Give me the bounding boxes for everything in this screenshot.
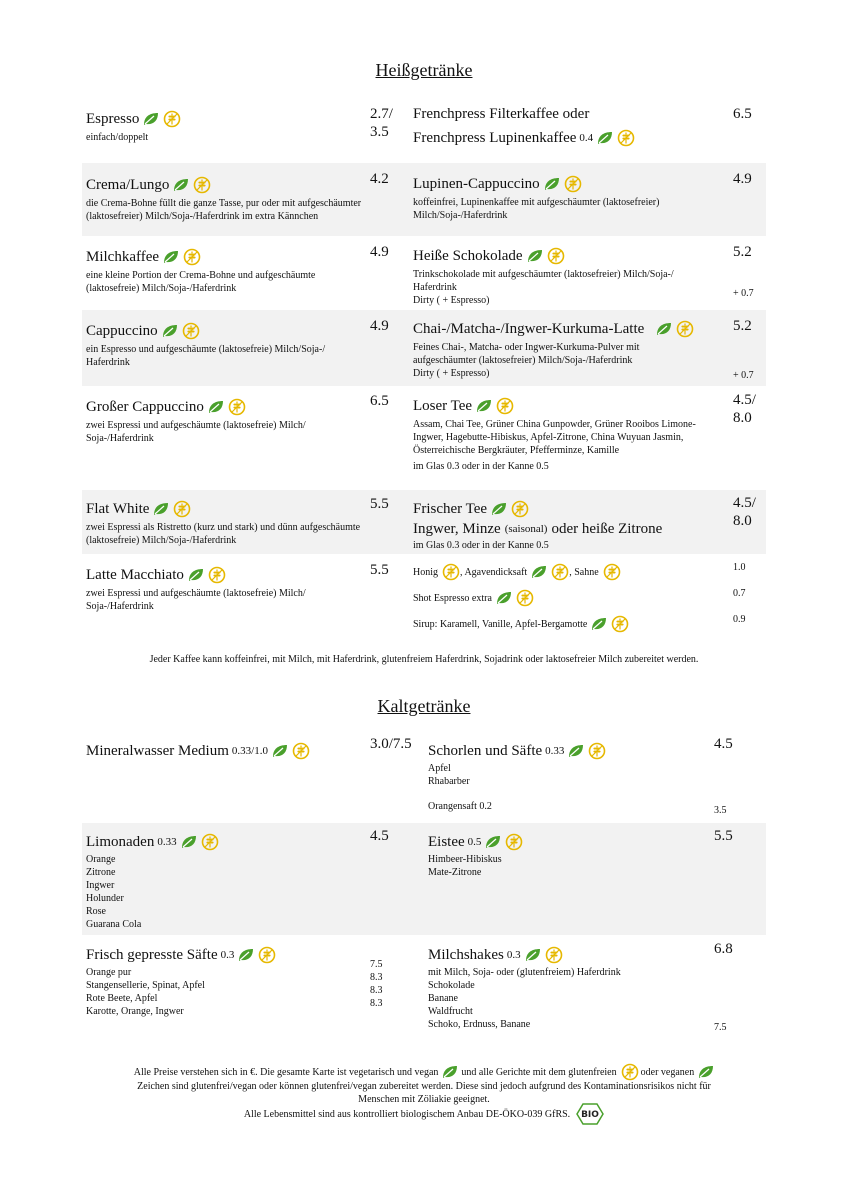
gluten-free-icon — [201, 833, 219, 851]
gluten-free-icon — [603, 563, 621, 581]
item-name: Cappuccino — [86, 323, 158, 339]
vegan-leaf-icon — [173, 178, 189, 192]
gluten-free-icon — [258, 946, 276, 964]
gluten-free-icon — [564, 175, 582, 193]
item-variant: Rose — [86, 906, 106, 917]
item-desc: Assam, Chai Tee, Grüner China Gunpowder, Grüner Rooibos Limone-Ingwer, Hagebutte-Hibiskus, Apfel-Zitrone, China Wuyuan Jasmin, Österreichische Bergkräuter, Pfefferminze, Kamille — [413, 419, 696, 456]
season-note: (saisonal) — [504, 523, 548, 535]
item-price: 4.5 — [370, 828, 389, 844]
item-desc: die Crema-Bohne füllt die ganze Tasse, pur oder mit aufgeschäumter (laktosefreier) Milch/Soja-/Haferdrink im extra Kännchen — [86, 198, 362, 222]
item-price: 4.9 — [370, 318, 389, 334]
vegan-leaf-icon — [485, 835, 501, 849]
item-price: 5.5 — [370, 496, 389, 512]
footer-line-2: Zeichen sind glutenfrei/vegan oder können glutenfrei/vegan zubereitet werden. Diese sind jedoch aufgrund des Kontaminationsrisikos nicht für — [137, 1081, 711, 1092]
item-variant: Orange — [86, 854, 116, 865]
item-size: 0.3 — [506, 949, 521, 961]
vegan-leaf-icon — [525, 948, 541, 962]
item-variant: Orange pur — [86, 967, 132, 978]
item-desc: eine kleine Portion der Crema-Bohne und aufgeschäumte (laktosefreie) Milch/Soja-/Haferdrink — [86, 270, 316, 294]
item-variant: Ingwer — [86, 880, 115, 891]
item-variant: Rote Beete, Apfel — [86, 993, 158, 1004]
item-desc: zwei Espressi und aufgeschäumte (laktosefreie) Milch/ Soja-/Haferdrink — [86, 588, 306, 612]
item-price: 2.7/ 3.5 — [370, 106, 393, 140]
item-name: Frischer Tee — [413, 501, 488, 517]
footer-line-4 — [0, 1103, 848, 1125]
extras-list — [413, 563, 713, 633]
vegan-leaf-icon — [568, 744, 584, 758]
item-price: 5.2 — [733, 318, 752, 334]
vegan-leaf-icon — [656, 322, 672, 336]
item-name: Frenchpress Filterkaffee oder — [413, 106, 590, 122]
item-price: 4.5/ 8.0 — [733, 495, 756, 529]
footer-line-1 — [0, 1063, 848, 1081]
item-size: 0.33 — [545, 745, 565, 757]
gluten-free-icon — [182, 322, 200, 340]
gluten-free-icon — [193, 176, 211, 194]
vegan-leaf-icon — [476, 399, 492, 413]
item-variant: Apfel — [428, 763, 451, 774]
gluten-free-icon — [496, 397, 514, 415]
menu-item-heisse-schokolade — [413, 247, 718, 307]
item-desc: ein Espresso und aufgeschäumte (laktosefreie) Milch/Soja-/ Haferdrink — [86, 344, 326, 368]
vegan-leaf-icon — [496, 591, 512, 605]
item-variant: Karotte, Orange, Ingwer — [86, 1006, 184, 1017]
item-desc: einfach/doppelt — [86, 132, 149, 143]
item-name: Frisch gepresste Säfte — [86, 947, 218, 963]
vegan-leaf-icon — [163, 250, 179, 264]
vegan-leaf-icon — [491, 502, 507, 516]
gluten-free-icon — [547, 247, 565, 265]
gluten-free-icon — [292, 742, 310, 760]
vegan-leaf-icon — [442, 1065, 458, 1079]
item-variant: mit Milch, Soja- oder (glutenfreiem) Haferdrink — [428, 967, 621, 978]
item-extra-price: 7.5 — [714, 1022, 727, 1033]
item-name: Lupinen-Cappuccino — [413, 176, 540, 192]
gluten-free-icon — [621, 1063, 639, 1081]
hot-drinks-title: Heißgetränke — [375, 60, 473, 80]
vegan-leaf-icon — [597, 131, 613, 145]
gluten-free-icon — [442, 563, 460, 581]
menu-item-grosser-cappuccino — [86, 398, 351, 445]
vegan-leaf-icon — [544, 177, 560, 191]
menu-item-frenchpress — [413, 105, 713, 147]
item-name: Milchshakes — [428, 947, 504, 963]
extra-agave: , Agavendicksaft — [460, 566, 528, 578]
item-price: 6.8 — [714, 941, 733, 957]
item-variant: Guarana Cola — [86, 919, 142, 930]
vegan-leaf-icon — [531, 565, 547, 579]
footer-text: und alle Gerichte mit dem glutenfreien — [461, 1066, 617, 1078]
bio-seal-icon — [576, 1103, 604, 1125]
item-name: Heiße Schokolade — [413, 248, 523, 264]
gluten-free-icon — [505, 833, 523, 851]
item-variant: Himbeer-Hibiskus — [428, 854, 502, 865]
gluten-free-icon — [676, 320, 694, 338]
menu-item-eistee — [428, 833, 708, 879]
item-price: 8.3 — [370, 985, 383, 996]
item-name: Schorlen und Säfte — [428, 743, 543, 759]
menu-item-loser-tee — [413, 397, 713, 473]
vegan-leaf-icon — [527, 249, 543, 263]
item-name: Eistee — [428, 834, 465, 850]
vegan-leaf-icon — [238, 948, 254, 962]
vegan-leaf-icon — [208, 400, 224, 414]
item-name: Großer Cappuccino — [86, 399, 204, 415]
footer-line-3: Menschen mit Zöliakie geeignet. — [358, 1094, 490, 1105]
footer-text: Alle Lebensmittel sind aus kontrolliert biologischem Anbau DE-ÖKO-039 GfRS. — [243, 1108, 571, 1120]
menu-item-lupinen-cappuccino — [413, 175, 713, 222]
item-desc: Trinkschokolade mit aufgeschäumter (laktosefreier) Milch/Soja-/ Haferdrink — [413, 269, 674, 293]
vegan-leaf-icon — [272, 744, 288, 758]
extra-price: 1.0 — [733, 562, 746, 573]
menu-item-latte-macchiato — [86, 566, 351, 613]
item-size: 0.5 — [467, 836, 482, 848]
item-variant: Zitrone — [86, 867, 116, 878]
vegan-leaf-icon — [162, 324, 178, 338]
item-price: 4.5/ 8.0 — [733, 392, 756, 426]
menu-item-schorlen — [428, 742, 708, 813]
item-name: Loser Tee — [413, 398, 473, 414]
item-price: 7.5 — [370, 959, 383, 970]
item-size: 0.4 — [579, 132, 594, 144]
gluten-free-icon — [208, 566, 226, 584]
vegan-leaf-icon — [143, 112, 159, 126]
item-variant: Waldfrucht — [428, 1006, 473, 1017]
item-price: 4.9 — [370, 244, 389, 260]
item-price: 5.5 — [370, 562, 389, 578]
gluten-free-icon — [551, 563, 569, 581]
menu-item-espresso — [86, 110, 371, 144]
item-price: 6.5 — [370, 393, 389, 409]
extra-price: 0.9 — [733, 614, 746, 625]
item-price: 5.5 — [714, 828, 733, 844]
item-extra-price: + 0.7 — [733, 288, 754, 299]
extra-honig: Honig — [413, 566, 438, 578]
item-name-line2b: oder heiße Zitrone — [551, 521, 663, 537]
menu-item-chai-latte — [413, 320, 723, 380]
coffee-note: Jeder Kaffee kann koffeinfrei, mit Milch, mit Haferdrink, glutenfreiem Haferdrink, Sojadrink oder laktosefreier Milch zubereitet werden. — [149, 654, 699, 665]
item-variant: Stangensellerie, Spinat, Apfel — [86, 980, 205, 991]
item-extra-price: 3.5 — [714, 805, 727, 816]
menu-item-cappuccino — [86, 322, 371, 369]
item-price: 6.5 — [733, 106, 752, 122]
menu-item-crema — [86, 176, 371, 223]
item-variant: Schokolade — [428, 980, 475, 991]
cold-drinks-title: Kaltgetränke — [377, 696, 471, 716]
item-price: 8.3 — [370, 998, 383, 1009]
item-name: Milchkaffee — [86, 249, 160, 265]
bio-seal-text: BIO — [581, 1110, 600, 1120]
item-extra: Orangensaft 0.2 — [428, 801, 492, 812]
item-name: Flat White — [86, 501, 150, 517]
item-name: Mineralwasser Medium — [86, 743, 229, 759]
item-name: Frenchpress Lupinenkaffee — [413, 130, 577, 146]
item-variant: Mate-Zitrone — [428, 867, 482, 878]
vegan-leaf-icon — [181, 835, 197, 849]
extra-price: 0.7 — [733, 588, 746, 599]
menu-item-milchshakes — [428, 946, 708, 1031]
item-price: 8.3 — [370, 972, 383, 983]
item-variant: Rhabarber — [428, 776, 470, 787]
item-extra: im Glas 0.3 oder in der Kanne 0.5 — [413, 461, 549, 472]
item-price: 5.2 — [733, 244, 752, 260]
vegan-leaf-icon — [591, 617, 607, 631]
extra-sirup: Sirup: Karamell, Vanille, Apfel-Bergamotte — [413, 618, 588, 630]
menu-item-frisch-saefte — [86, 946, 386, 1018]
item-desc: Feines Chai-, Matcha- oder Ingwer-Kurkuma-Pulver mit aufgeschäumter (laktosefreier) Milch/Soja-/Haferdrink — [413, 342, 640, 366]
gluten-free-icon — [516, 589, 534, 607]
gluten-free-icon — [183, 248, 201, 266]
gluten-free-icon — [545, 946, 563, 964]
item-variant: Schoko, Erdnuss, Banane — [428, 1019, 531, 1030]
item-variant: Banane — [428, 993, 458, 1004]
vegan-leaf-icon — [698, 1065, 714, 1079]
vegan-leaf-icon — [153, 502, 169, 516]
footer-text: Alle Preise verstehen sich in €. Die gesamte Karte ist vegetarisch und vegan — [133, 1066, 439, 1078]
item-price: 4.5 — [714, 736, 733, 752]
item-price: 3.0/7.5 — [370, 736, 412, 752]
gluten-free-icon — [163, 110, 181, 128]
item-desc: zwei Espressi als Ristretto (kurz und stark) und dünn aufgeschäumte (laktosefreie) Milch/Soja-/Haferdrink — [86, 522, 361, 546]
item-size: 0.33 — [157, 836, 177, 848]
gluten-free-icon — [611, 615, 629, 633]
vegan-leaf-icon — [188, 568, 204, 582]
item-size: 0.3 — [220, 949, 235, 961]
menu-item-limonaden — [86, 833, 386, 931]
item-extra-price: + 0.7 — [733, 370, 754, 381]
item-name: Chai-/Matcha-/Ingwer-Kurkuma-Latte — [413, 321, 645, 337]
item-size: 0.33/1.0 — [231, 745, 268, 757]
item-extra: Dirty ( + Espresso) — [413, 295, 490, 306]
item-extra: im Glas 0.3 oder in der Kanne 0.5 — [413, 540, 549, 551]
extra-shot: Shot Espresso extra — [413, 592, 492, 604]
gluten-free-icon — [617, 129, 635, 147]
menu-item-milchkaffee — [86, 248, 371, 295]
menu-item-mineralwasser — [86, 742, 386, 760]
gluten-free-icon — [173, 500, 191, 518]
item-name: Crema/Lungo — [86, 177, 170, 193]
item-price: 4.2 — [370, 171, 389, 187]
item-price: 4.9 — [733, 171, 752, 187]
menu-item-flat-white — [86, 500, 371, 547]
item-variant: Holunder — [86, 893, 124, 904]
footer-text: oder veganen — [640, 1066, 695, 1078]
gluten-free-icon — [511, 500, 529, 518]
item-name-line2: Ingwer, Minze — [413, 521, 501, 537]
item-desc: zwei Espressi und aufgeschäumte (laktosefreie) Milch/ Soja-/Haferdrink — [86, 420, 306, 444]
item-name: Limonaden — [86, 834, 155, 850]
gluten-free-icon — [228, 398, 246, 416]
gluten-free-icon — [588, 742, 606, 760]
item-name: Latte Macchiato — [86, 567, 184, 583]
item-extra: Dirty ( + Espresso) — [413, 368, 490, 379]
item-desc: koffeinfrei, Lupinenkaffee mit aufgeschäumter (laktosefreier) Milch/Soja-/Haferdrink — [413, 197, 660, 221]
item-name: Espresso — [86, 111, 140, 127]
extra-sahne: , Sahne — [569, 566, 599, 578]
menu-item-frischer-tee — [413, 500, 723, 552]
